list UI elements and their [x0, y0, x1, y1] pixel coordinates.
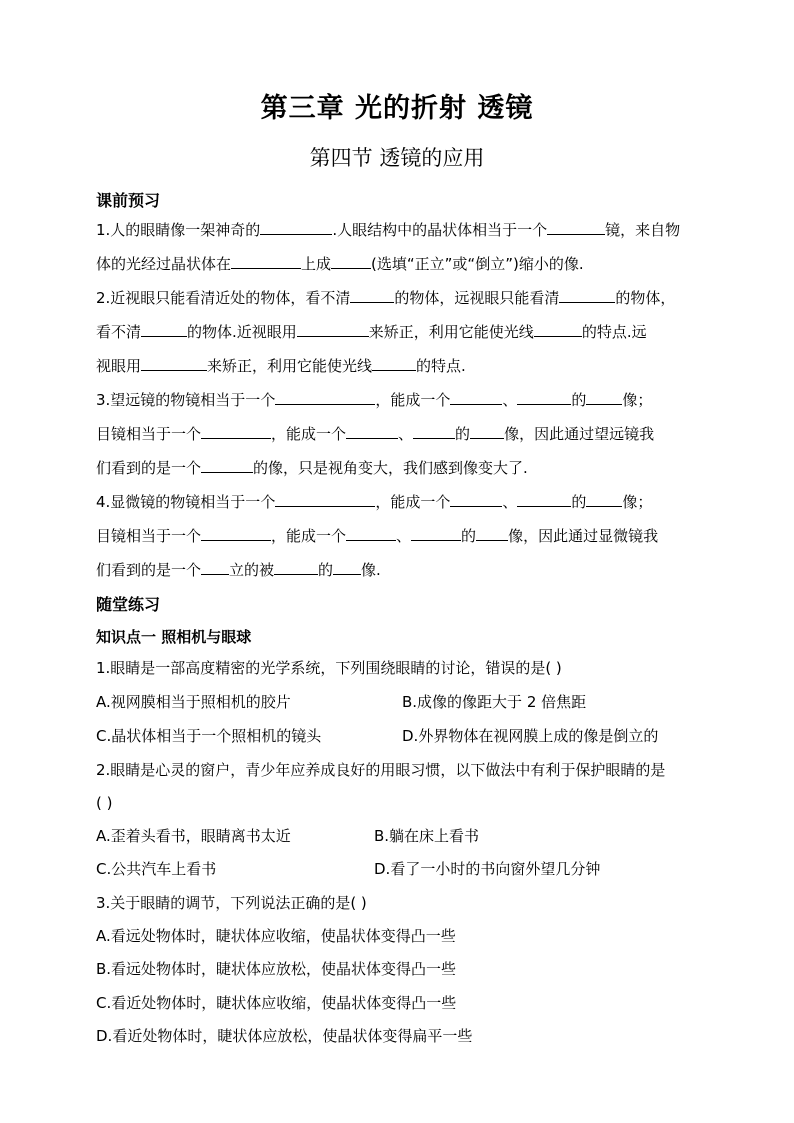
preview-q1-line1: 1.人的眼睛像一架神奇的 .人眼结构中的晶状体相当于一个 镜，来自物 — [96, 221, 681, 239]
preview-q2-line2: 看不清 的物体.近视眼用 来矫正，利用它能使光线 的特点.远 — [96, 323, 647, 341]
answer-blank[interactable] — [534, 322, 582, 337]
practice-q1-stem: 1.眼睛是一部高度精密的光学系统，下列围绕眼睛的讨论，错误的是( ) — [96, 659, 562, 677]
answer-blank[interactable] — [517, 390, 571, 405]
preview-heading: 课前预习 — [96, 191, 161, 210]
answer-blank[interactable] — [201, 458, 253, 473]
knowledge-point-1: 知识点一 照相机与眼球 — [96, 628, 252, 646]
answer-blank[interactable] — [411, 526, 461, 541]
practice-q2-paren: ( ) — [96, 794, 113, 812]
answer-blank[interactable] — [346, 526, 396, 541]
preview-q3-line1: 3.望远镜的物镜相当于一个 ，能成一个 、 的 像； — [96, 391, 653, 409]
answer-blank[interactable] — [201, 560, 229, 575]
practice-q1-option-c[interactable]: C.晶状体相当于一个照相机的镜头 — [96, 727, 322, 745]
answer-blank[interactable] — [201, 424, 271, 439]
answer-blank[interactable] — [141, 356, 207, 371]
preview-q3-line2: 目镜相当于一个 ，能成一个 、 的 像，因此通过望远镜我 — [96, 425, 655, 443]
preview-q2-line1: 2.近视眼只能看清近处的物体，看不清 的物体，远视眼只能看清 的物体， — [96, 289, 676, 307]
answer-blank[interactable] — [450, 390, 502, 405]
practice-q2-stem: 2.眼睛是心灵的窗户，青少年应养成良好的用眼习惯，以下做法中有利于保护眼睛的是 — [96, 761, 666, 779]
answer-blank[interactable] — [547, 220, 605, 235]
section-title: 第四节 透镜的应用 — [309, 146, 485, 170]
preview-q2-line3: 视眼用 来矫正，利用它能使光线 的特点. — [96, 357, 466, 375]
answer-blank[interactable] — [586, 492, 622, 507]
preview-q1-line2: 体的光经过晶状体在 上成 (选填“正立”或“倒立”)缩小的像. — [96, 255, 584, 273]
answer-blank[interactable] — [346, 424, 398, 439]
preview-q3-line3: 们看到的是一个 的像，只是视角变大，我们感到像变大了. — [96, 459, 528, 477]
practice-q3-stem: 3.关于眼睛的调节，下列说法正确的是( ) — [96, 894, 367, 912]
preview-q4-line3: 们看到的是一个 立的被 的 像. — [96, 561, 381, 579]
practice-q3-option-d[interactable]: D.看近处物体时，睫状体应放松，使晶状体变得扁平一些 — [96, 1027, 473, 1045]
answer-blank[interactable] — [274, 560, 318, 575]
practice-q2-option-a[interactable]: A.歪着头看书，眼睛离书太近 — [96, 827, 291, 845]
chapter-title: 第三章 光的折射 透镜 — [260, 93, 534, 124]
answer-blank[interactable] — [450, 492, 502, 507]
practice-q2-option-b[interactable]: B.躺在床上看书 — [374, 827, 480, 845]
answer-blank[interactable] — [275, 492, 375, 507]
practice-q3-option-b[interactable]: B.看远处物体时，睫状体应放松，使晶状体变得凸一些 — [96, 960, 457, 978]
answer-blank[interactable] — [350, 288, 394, 303]
answer-blank[interactable] — [141, 322, 187, 337]
answer-blank[interactable] — [231, 254, 301, 269]
practice-heading: 随堂练习 — [96, 595, 161, 614]
practice-q2-option-c[interactable]: C.公共汽车上看书 — [96, 860, 217, 878]
answer-blank[interactable] — [476, 526, 508, 541]
practice-q1-option-a[interactable]: A.视网膜相当于照相机的胶片 — [96, 693, 291, 711]
practice-q2-option-d[interactable]: D.看了一小时的书向窗外望几分钟 — [374, 860, 601, 878]
preview-q4-line1: 4.显微镜的物镜相当于一个 ，能成一个 、 的 像； — [96, 493, 653, 511]
answer-blank[interactable] — [333, 560, 361, 575]
answer-blank[interactable] — [559, 288, 615, 303]
answer-blank[interactable] — [413, 424, 455, 439]
practice-q3-option-a[interactable]: A.看远处物体时，睫状体应收缩，使晶状体变得凸一些 — [96, 927, 456, 945]
practice-q1-option-b[interactable]: B.成像的像距大于 2 倍焦距 — [402, 693, 587, 711]
answer-blank[interactable] — [517, 492, 571, 507]
answer-blank[interactable] — [372, 356, 416, 371]
practice-q1-option-d[interactable]: D.外界物体在视网膜上成的像是倒立的 — [402, 727, 659, 745]
answer-blank[interactable] — [586, 390, 622, 405]
practice-q3-option-c[interactable]: C.看近处物体时，睫状体应收缩，使晶状体变得凸一些 — [96, 994, 457, 1012]
answer-blank[interactable] — [297, 322, 369, 337]
answer-blank[interactable] — [470, 424, 504, 439]
answer-blank[interactable] — [275, 390, 375, 405]
answer-blank[interactable] — [260, 220, 332, 235]
answer-blank[interactable] — [331, 254, 371, 269]
preview-q4-line2: 目镜相当于一个 ，能成一个 、 的 像，因此通过显微镜我 — [96, 527, 659, 545]
answer-blank[interactable] — [201, 526, 271, 541]
